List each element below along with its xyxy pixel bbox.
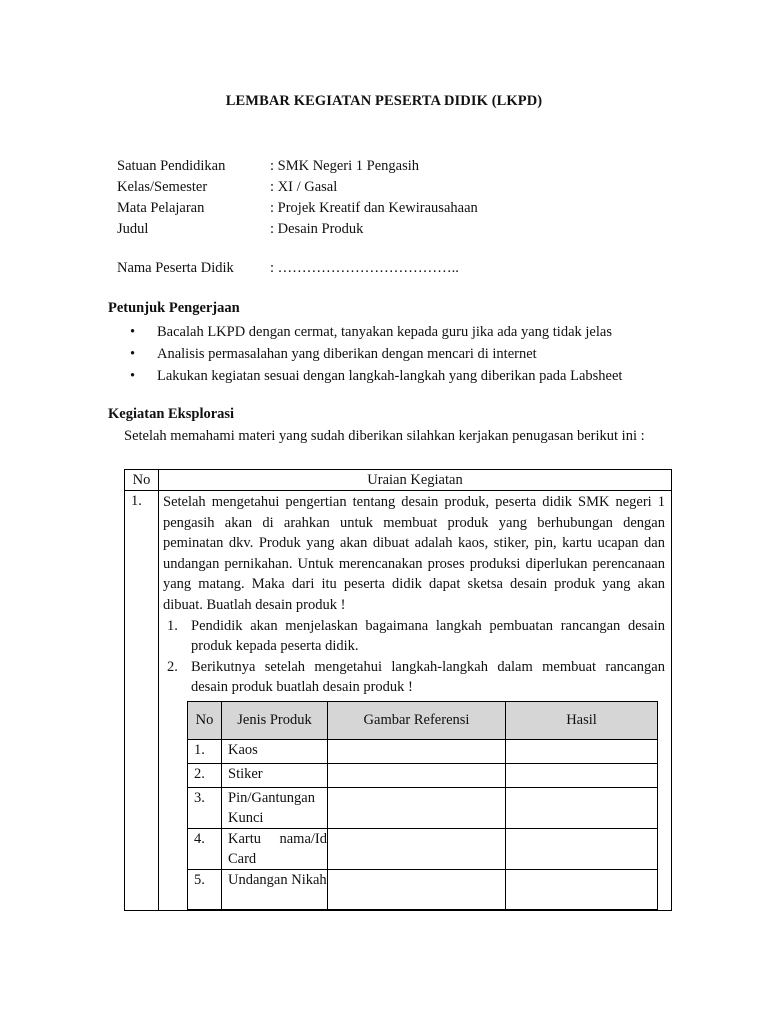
result-cell[interactable] xyxy=(506,763,658,787)
product-name: Kartu nama/Id Card xyxy=(222,828,328,869)
header-no: No xyxy=(125,470,159,491)
info-row-mapel xyxy=(117,198,478,219)
header-uraian: Uraian Kegiatan xyxy=(159,470,672,491)
step-item xyxy=(163,616,665,657)
reference-cell[interactable] xyxy=(328,869,506,909)
eksplorasi-heading: Kegiatan Eksplorasi xyxy=(108,406,235,422)
info-value: : Desain Produk xyxy=(270,221,364,237)
table-row xyxy=(125,491,672,911)
step-text: Pendidik akan menjelaskan bagaimana langkah pembuatan rancangan desain produk kepada peserta didik. xyxy=(191,617,665,655)
reference-cell[interactable] xyxy=(328,739,506,763)
header-hasil: Hasil xyxy=(506,701,658,739)
row-number: 5. xyxy=(188,869,222,909)
info-label: Mata Pelajaran xyxy=(117,200,205,216)
step-text: Berikutnya setelah mengetahui langkah-langkah dalam membuat rancangan desain produk buatlah desain produk ! xyxy=(191,658,665,696)
info-value: : SMK Negeri 1 Pengasih xyxy=(270,158,420,174)
info-label: Kelas/Semester xyxy=(117,179,208,195)
product-name: Pin/Gantungan Kunci xyxy=(222,787,328,828)
bullet-icon: • xyxy=(130,368,136,384)
eksplorasi-intro: Setelah memahami materi yang sudah diberikan silahkan kerjakan penugasan berikut ini : xyxy=(124,428,645,444)
result-cell[interactable] xyxy=(506,739,658,763)
student-name-label: Nama Peserta Didik xyxy=(117,260,234,276)
info-row-satuan xyxy=(117,156,478,177)
info-row-judul xyxy=(117,219,478,240)
info-value: : Projek Kreatif dan Kewirausahaan xyxy=(270,200,478,216)
list-item-text: Lakukan kegiatan sesuai dengan langkah-langkah yang diberikan pada Labsheet xyxy=(157,368,623,384)
info-label: Satuan Pendidikan xyxy=(117,158,226,174)
result-cell[interactable] xyxy=(506,828,658,869)
result-cell[interactable] xyxy=(506,869,658,909)
reference-cell[interactable] xyxy=(328,787,506,828)
reference-cell[interactable] xyxy=(328,763,506,787)
table-row xyxy=(188,787,658,828)
activity-table xyxy=(124,469,672,911)
product-name: Undangan Nikah xyxy=(222,869,328,909)
list-item xyxy=(130,321,622,343)
student-name-field[interactable]: : ……………………………….. xyxy=(270,260,459,276)
row-number: 2. xyxy=(188,763,222,787)
document-title: LEMBAR KEGIATAN PESERTA DIDIK (LKPD) xyxy=(225,93,543,109)
table-header-row xyxy=(125,470,672,491)
bullet-icon: • xyxy=(130,346,136,362)
info-row-nama xyxy=(117,258,478,279)
product-table-header xyxy=(188,701,658,739)
identity-block xyxy=(117,156,478,279)
product-name: Kaos xyxy=(222,739,328,763)
petunjuk-list xyxy=(130,321,622,387)
info-label: Judul xyxy=(117,221,149,237)
table-row xyxy=(188,763,658,787)
activity-paragraph: Setelah mengetahui pengertian tentang desain produk, peserta didik SMK negeri 1 pengasih akan di arahkan untuk membuat produk yang berhubungan dengan peminatan dkv. Produk yang akan dibuat adalah kaos, stiker, pin, kartu ucapan dan undangan pernikahan. Untuk merencanakan proses produksi diperlukan perencanaan yang matang. Maka dari itu peserta didik dapat sketsa desain produk yang akan dibuat. Buatlah desain produk ! xyxy=(163,494,665,613)
row-number: 4. xyxy=(188,828,222,869)
result-cell[interactable] xyxy=(506,787,658,828)
bullet-icon: • xyxy=(130,324,136,340)
info-row-kelas xyxy=(117,177,478,198)
list-item xyxy=(130,343,622,365)
header-no: No xyxy=(188,701,222,739)
table-row xyxy=(188,828,658,869)
step-item xyxy=(163,657,665,698)
header-gambar-referensi: Gambar Referensi xyxy=(328,701,506,739)
list-item xyxy=(130,365,622,387)
product-table xyxy=(187,701,658,910)
row-number: 1. xyxy=(125,491,159,911)
row-number: 3. xyxy=(188,787,222,828)
row-number: 1. xyxy=(188,739,222,763)
activity-content xyxy=(159,491,672,911)
info-value: : XI / Gasal xyxy=(270,179,338,195)
product-name: Stiker xyxy=(222,763,328,787)
table-row xyxy=(188,869,658,909)
reference-cell[interactable] xyxy=(328,828,506,869)
list-item-text: Bacalah LKPD dengan cermat, tanyakan kepada guru jika ada yang tidak jelas xyxy=(157,324,612,340)
step-number: 2. xyxy=(167,658,178,675)
header-jenis-produk: Jenis Produk xyxy=(222,701,328,739)
table-row xyxy=(188,739,658,763)
step-number: 1. xyxy=(167,617,178,634)
list-item-text: Analisis permasalahan yang diberikan dengan mencari di internet xyxy=(157,346,537,362)
petunjuk-heading: Petunjuk Pengerjaan xyxy=(108,300,240,316)
